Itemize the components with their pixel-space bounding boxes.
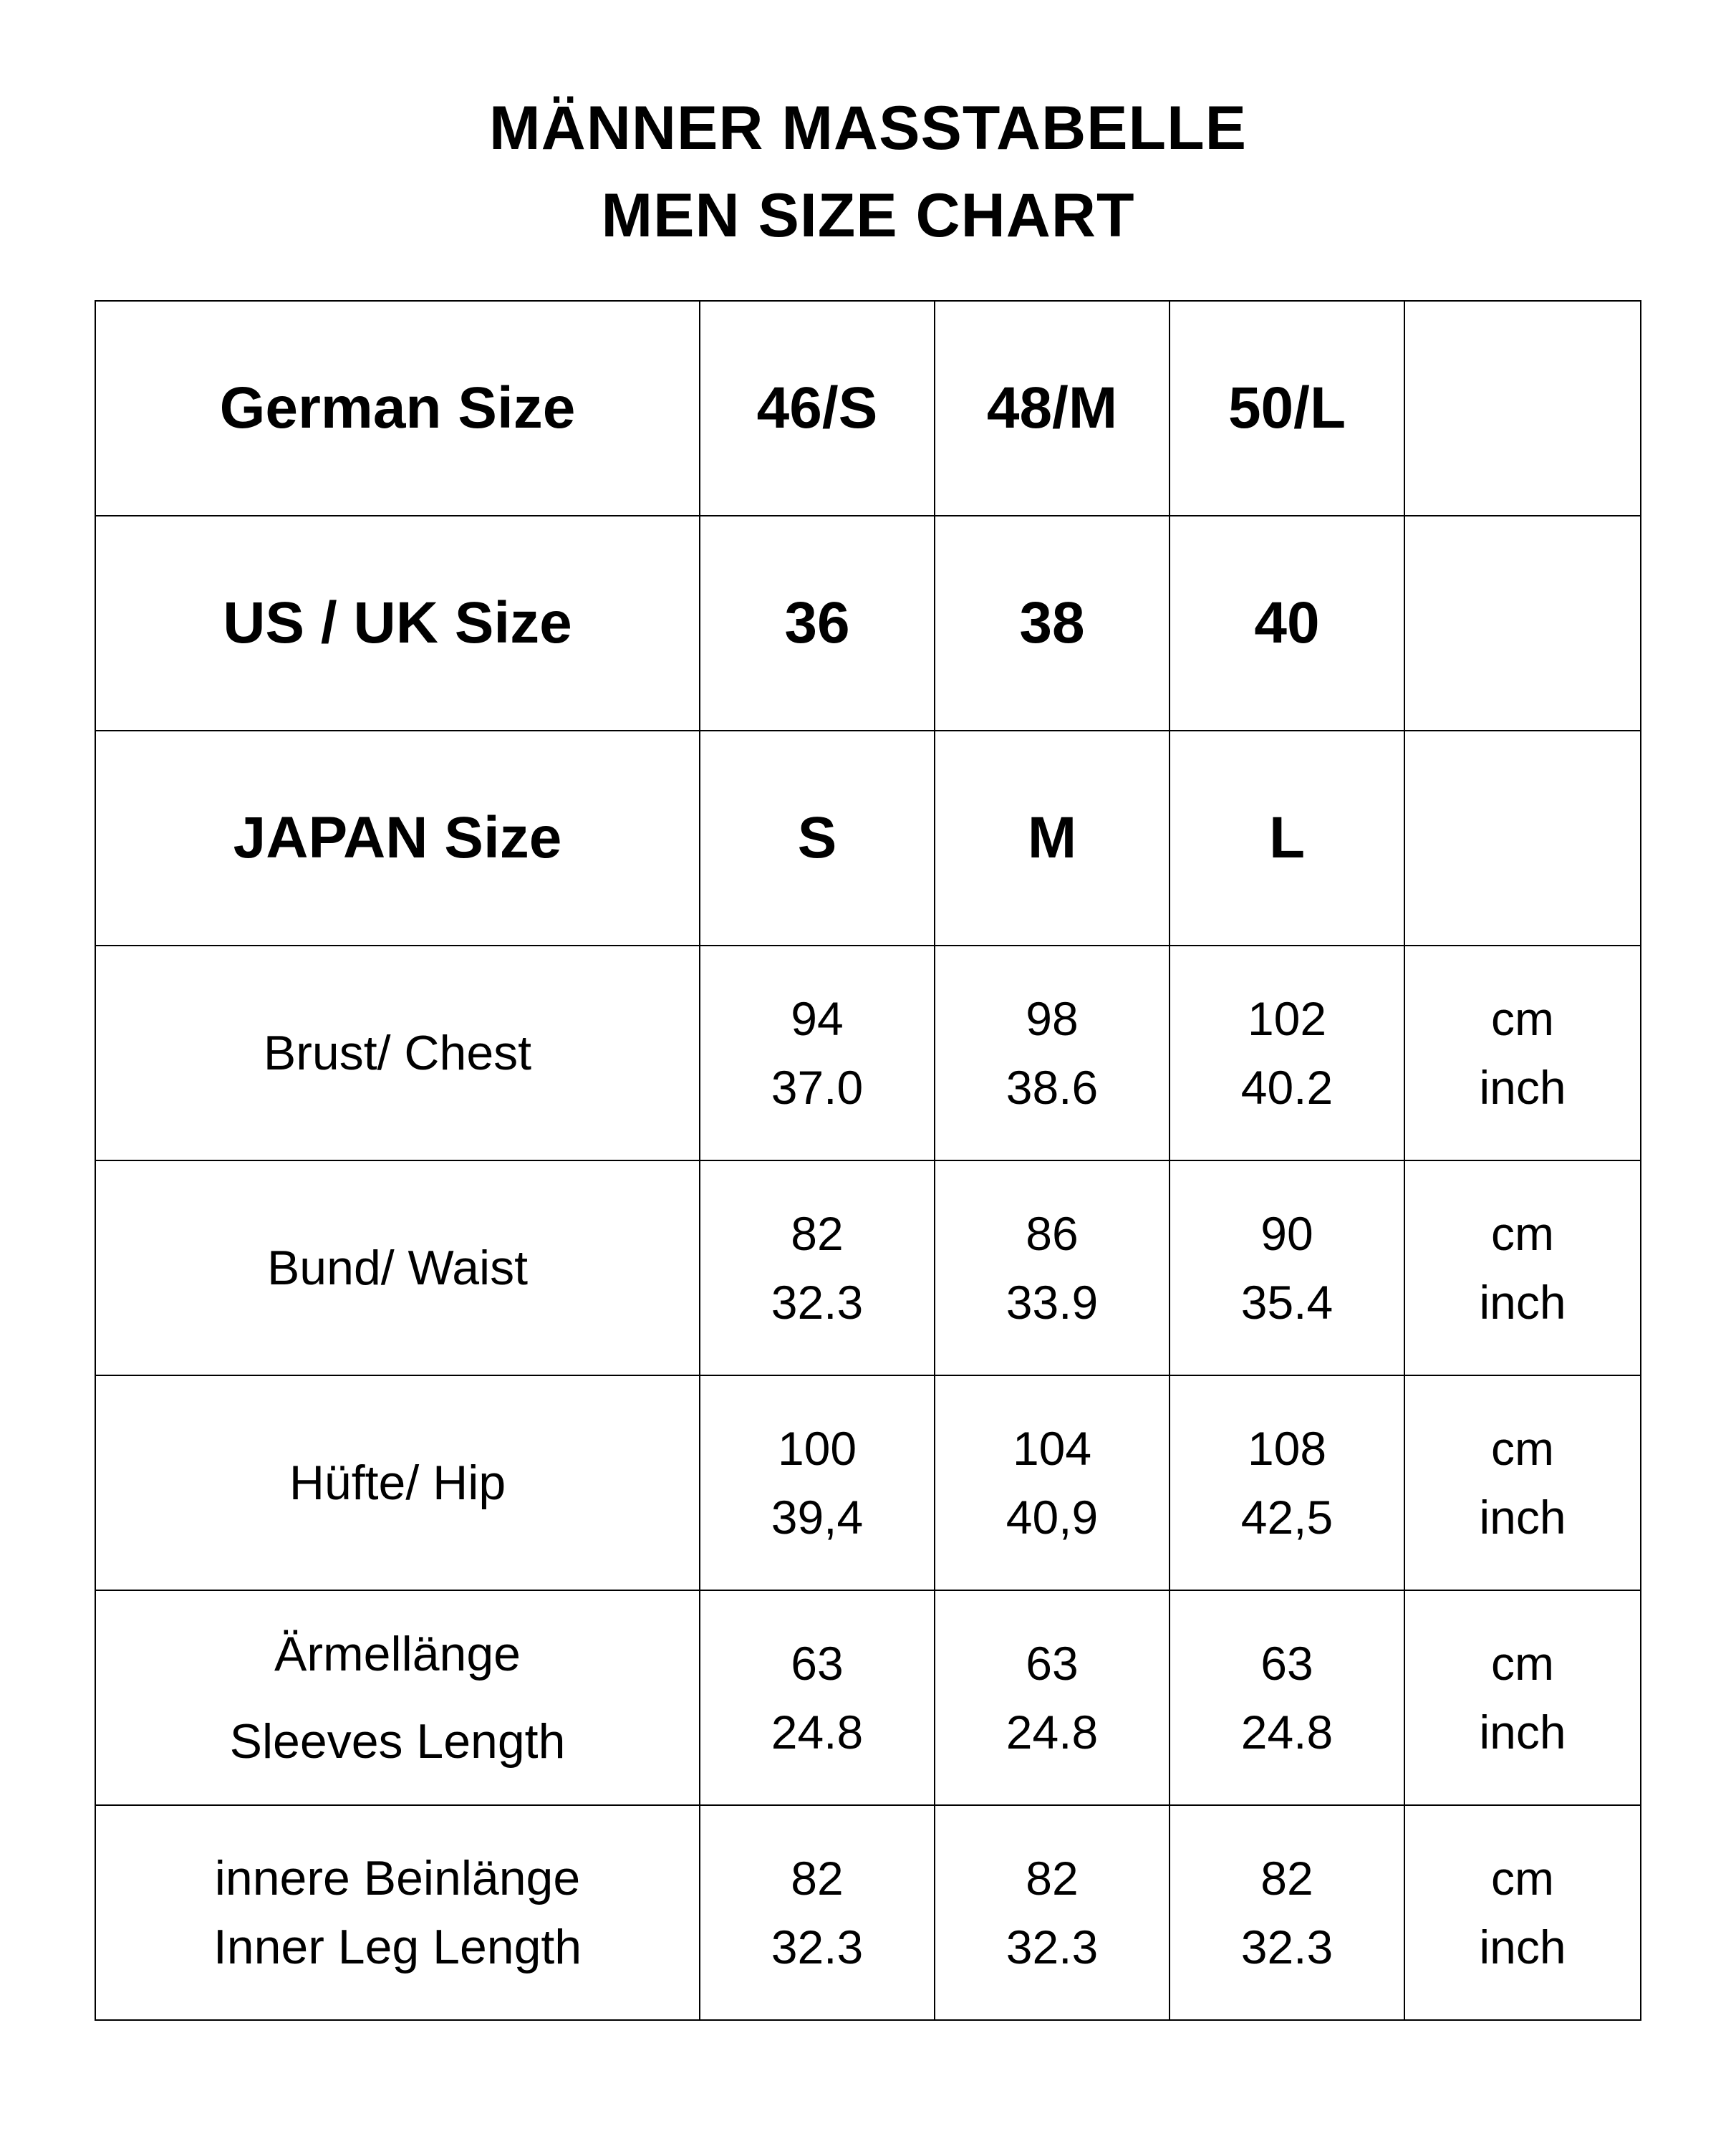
row-inner-leg-length <box>95 1805 1641 2020</box>
cell-inner-leg-m <box>935 1805 1170 2020</box>
unit-cm: cm <box>1491 1207 1554 1260</box>
label-hip <box>95 1375 700 1590</box>
cell-sleeves-unit <box>1404 1590 1641 1805</box>
value-inch: 35.4 <box>1240 1276 1334 1329</box>
cell-waist-l <box>1170 1160 1404 1375</box>
cell-chest-unit <box>1404 946 1641 1160</box>
cell-german-size-m: 48/M <box>935 301 1170 516</box>
cell-us-uk-size-unit <box>1404 516 1641 731</box>
row-hip <box>95 1375 1641 1590</box>
cell-sleeves-m <box>935 1590 1170 1805</box>
cell-japan-size-unit <box>1404 731 1641 946</box>
value-cm: 63 <box>1026 1637 1079 1690</box>
cell-waist-m <box>935 1160 1170 1375</box>
value-cm: 100 <box>777 1422 857 1475</box>
label-german-size: German Size <box>95 301 700 516</box>
cell-us-uk-size-l: 40 <box>1170 516 1404 731</box>
title-german: MÄNNER MASSTABELLE <box>489 94 1247 163</box>
unit-cm: cm <box>1491 1637 1554 1690</box>
cell-german-size-l: 50/L <box>1170 301 1404 516</box>
value-cm: 104 <box>1012 1422 1092 1475</box>
value-cm: 98 <box>1026 992 1079 1045</box>
value-inch: 40,9 <box>1006 1491 1099 1544</box>
label-us-uk-size: US / UK Size <box>95 516 700 731</box>
cell-hip-unit <box>1404 1375 1641 1590</box>
cell-chest-m <box>935 946 1170 1160</box>
value-cm: 82 <box>1260 1852 1313 1905</box>
label-inner-leg-german: innere Beinlänge <box>214 1851 581 1905</box>
row-waist <box>95 1160 1641 1375</box>
row-chest <box>95 946 1641 1160</box>
cell-waist-s <box>700 1160 935 1375</box>
row-sleeves-length <box>95 1590 1641 1805</box>
label-inner-leg-length <box>95 1805 700 2020</box>
value-inch: 24.8 <box>771 1706 864 1759</box>
value-inch: 33.9 <box>1006 1276 1099 1329</box>
value-inch: 37.0 <box>771 1061 864 1114</box>
value-cm: 82 <box>1026 1852 1079 1905</box>
value-cm: 86 <box>1026 1207 1079 1260</box>
unit-cm: cm <box>1491 1852 1554 1905</box>
cell-inner-leg-l <box>1170 1805 1404 2020</box>
label-hip-text: Hüfte/ Hip <box>289 1456 506 1510</box>
cell-us-uk-size-m: 38 <box>935 516 1170 731</box>
value-cm: 63 <box>791 1637 844 1690</box>
size-chart-table <box>95 300 1641 2021</box>
row-us-uk-size <box>95 516 1641 731</box>
cell-japan-size-s: S <box>700 731 935 946</box>
label-waist-text: Bund/ Waist <box>266 1241 529 1295</box>
label-chest <box>95 946 700 1160</box>
cell-inner-leg-unit <box>1404 1805 1641 2020</box>
unit-inch: inch <box>1479 1706 1566 1759</box>
page-title <box>0 85 1736 259</box>
label-chest-text: Brust/ Chest <box>263 1026 532 1080</box>
value-cm: 63 <box>1260 1637 1313 1690</box>
unit-inch: inch <box>1479 1276 1566 1329</box>
value-cm: 108 <box>1247 1422 1327 1475</box>
cell-inner-leg-s <box>700 1805 935 2020</box>
value-cm: 90 <box>1260 1207 1313 1260</box>
cell-sleeves-s <box>700 1590 935 1805</box>
cell-hip-l <box>1170 1375 1404 1590</box>
cell-waist-unit <box>1404 1160 1641 1375</box>
unit-inch: inch <box>1479 1920 1566 1973</box>
unit-cm: cm <box>1491 1422 1554 1475</box>
cell-japan-size-l: L <box>1170 731 1404 946</box>
value-inch: 40.2 <box>1240 1061 1334 1114</box>
cell-german-size-s: 46/S <box>700 301 935 516</box>
label-sleeves-english: Sleeves Length <box>229 1714 566 1769</box>
label-inner-leg-english: Inner Leg Length <box>213 1920 582 1974</box>
unit-inch: inch <box>1479 1061 1566 1114</box>
unit-inch: inch <box>1479 1491 1566 1544</box>
cell-sleeves-l <box>1170 1590 1404 1805</box>
label-sleeves-german: Ärmellänge <box>274 1627 521 1681</box>
value-inch: 24.8 <box>1240 1706 1334 1759</box>
title-english: MEN SIZE CHART <box>601 181 1135 250</box>
value-inch: 32.3 <box>771 1920 864 1973</box>
cell-hip-m <box>935 1375 1170 1590</box>
cell-us-uk-size-s: 36 <box>700 516 935 731</box>
value-cm: 102 <box>1247 992 1327 1045</box>
cell-hip-s <box>700 1375 935 1590</box>
value-inch: 42,5 <box>1240 1491 1334 1544</box>
unit-cm: cm <box>1491 992 1554 1045</box>
value-cm: 82 <box>791 1852 844 1905</box>
label-waist <box>95 1160 700 1375</box>
cell-chest-s <box>700 946 935 1160</box>
cell-japan-size-m: M <box>935 731 1170 946</box>
value-inch: 39,4 <box>771 1491 864 1544</box>
value-inch: 38.6 <box>1006 1061 1099 1114</box>
value-inch: 32.3 <box>1006 1920 1099 1973</box>
row-german-size <box>95 301 1641 516</box>
value-cm: 82 <box>791 1207 844 1260</box>
value-inch: 32.3 <box>1240 1920 1334 1973</box>
value-inch: 24.8 <box>1006 1706 1099 1759</box>
label-sleeves-length <box>95 1590 700 1805</box>
value-inch: 32.3 <box>771 1276 864 1329</box>
label-japan-size: JAPAN Size <box>95 731 700 946</box>
row-japan-size <box>95 731 1641 946</box>
value-cm: 94 <box>791 992 844 1045</box>
cell-chest-l <box>1170 946 1404 1160</box>
cell-german-size-unit <box>1404 301 1641 516</box>
